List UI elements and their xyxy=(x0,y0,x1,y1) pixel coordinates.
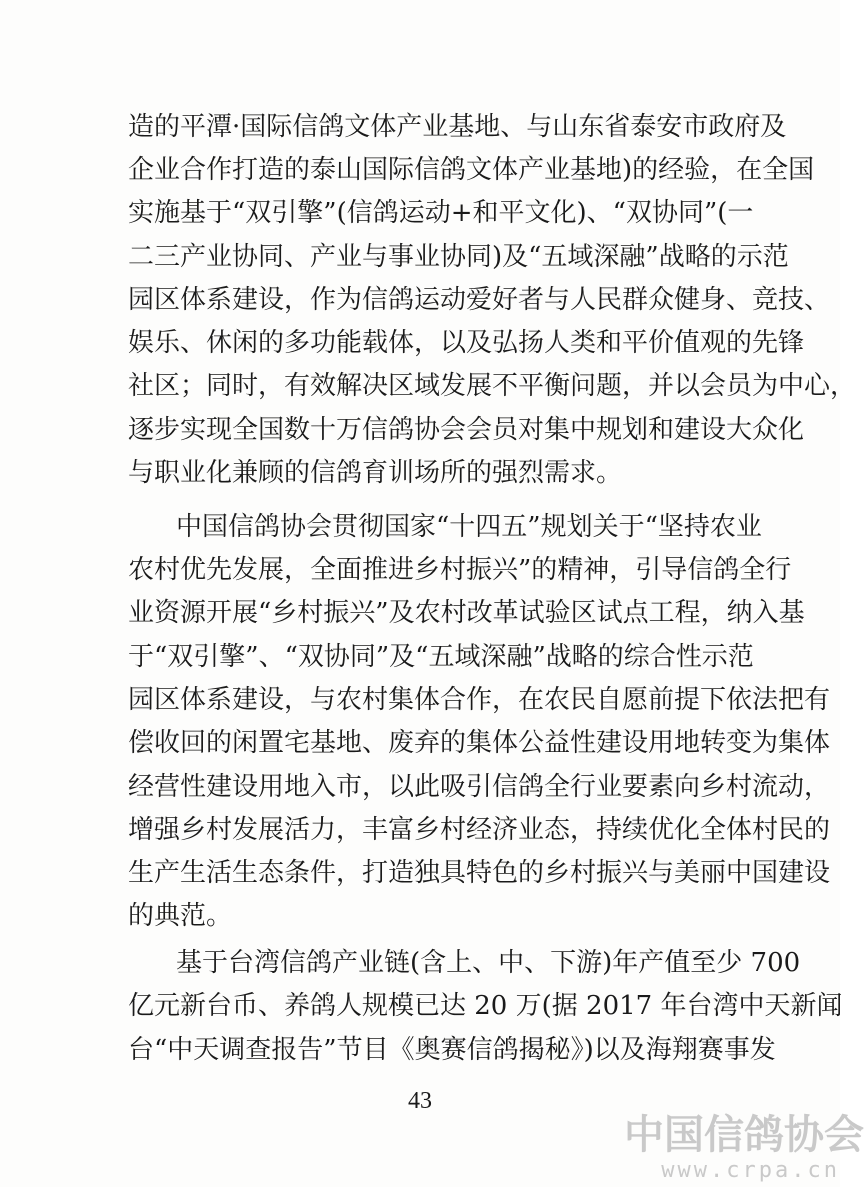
paragraph-first-line: 基于台湾信鸽产业链(含上、中、下游)年产值至少 700 xyxy=(176,948,801,978)
text-line: 台“中天调查报告”节目《奥赛信鸽揭秘》)以及海翔赛事发 xyxy=(128,1035,776,1065)
text-line: 亿元新台币、养鸽人规模已达 20 万(据 2017 年台湾中天新闻 xyxy=(128,991,843,1021)
text-line: 与职业化兼顾的信鸽育训场所的强烈需求。 xyxy=(128,458,623,488)
text-line: 逐步实现全国数十万信鸽协会会员对集中规划和建设大众化 xyxy=(128,415,805,445)
site-watermark xyxy=(600,1112,864,1187)
page-number: 43 xyxy=(408,1088,432,1114)
text-line: 的典范。 xyxy=(128,901,233,931)
paragraph-first-line: 中国信鸽协会贯彻国家“十四五”规划关于“坚持农业 xyxy=(176,512,762,542)
text-line: 园区体系建设，与农村集体合作，在农民自愿前提下依法把有 xyxy=(128,685,831,715)
watermark-title: 中国信鸽协会 xyxy=(624,1112,864,1158)
text-line: 造的平潭·国际信鸽文体产业基地、与山东省泰安市政府及 xyxy=(128,112,787,142)
text-line: 园区体系建设，作为信鸽运动爱好者与人民群众健身、竞技、 xyxy=(128,285,831,315)
text-line: 偿收回的闲置宅基地、废弃的集体公益性建设用地转变为集体 xyxy=(128,728,831,758)
text-line: 社区；同时，有效解决区域发展不平衡问题，并以会员为中心， xyxy=(128,371,857,401)
text-line: 实施基于“双引擎”(信鸽运动+和平文化)、“双协同”(一 xyxy=(128,198,754,228)
text-line: 经营性建设用地入市，以此吸引信鸽全行业要素向乡村流动， xyxy=(128,772,831,802)
text-line: 娱乐、休闲的多功能载体，以及弘扬人类和平价值观的先锋 xyxy=(128,328,805,358)
text-line: 增强乡村发展活力，丰富乡村经济业态，持续优化全体村民的 xyxy=(128,815,831,845)
watermark-url: www.crpa.cn xyxy=(661,1158,840,1183)
text-line: 农村优先发展，全面推进乡村振兴”的精神，引导信鸽全行 xyxy=(128,555,792,585)
text-line: 业资源开展“乡村振兴”及农村改革试验区试点工程，纳入基 xyxy=(128,598,805,628)
text-line: 生产生活生态条件，打造独具特色的乡村振兴与美丽中国建设 xyxy=(128,858,831,888)
text-line: 于“双引擎”、“双协同”及“五域深融”战略的综合性示范 xyxy=(128,642,754,672)
text-line: 二三产业协同、产业与事业协同)及“五域深融”战略的示范 xyxy=(128,242,789,272)
text-line: 企业合作打造的泰山国际信鸽文体产业基地)的经验，在全国 xyxy=(128,155,815,185)
